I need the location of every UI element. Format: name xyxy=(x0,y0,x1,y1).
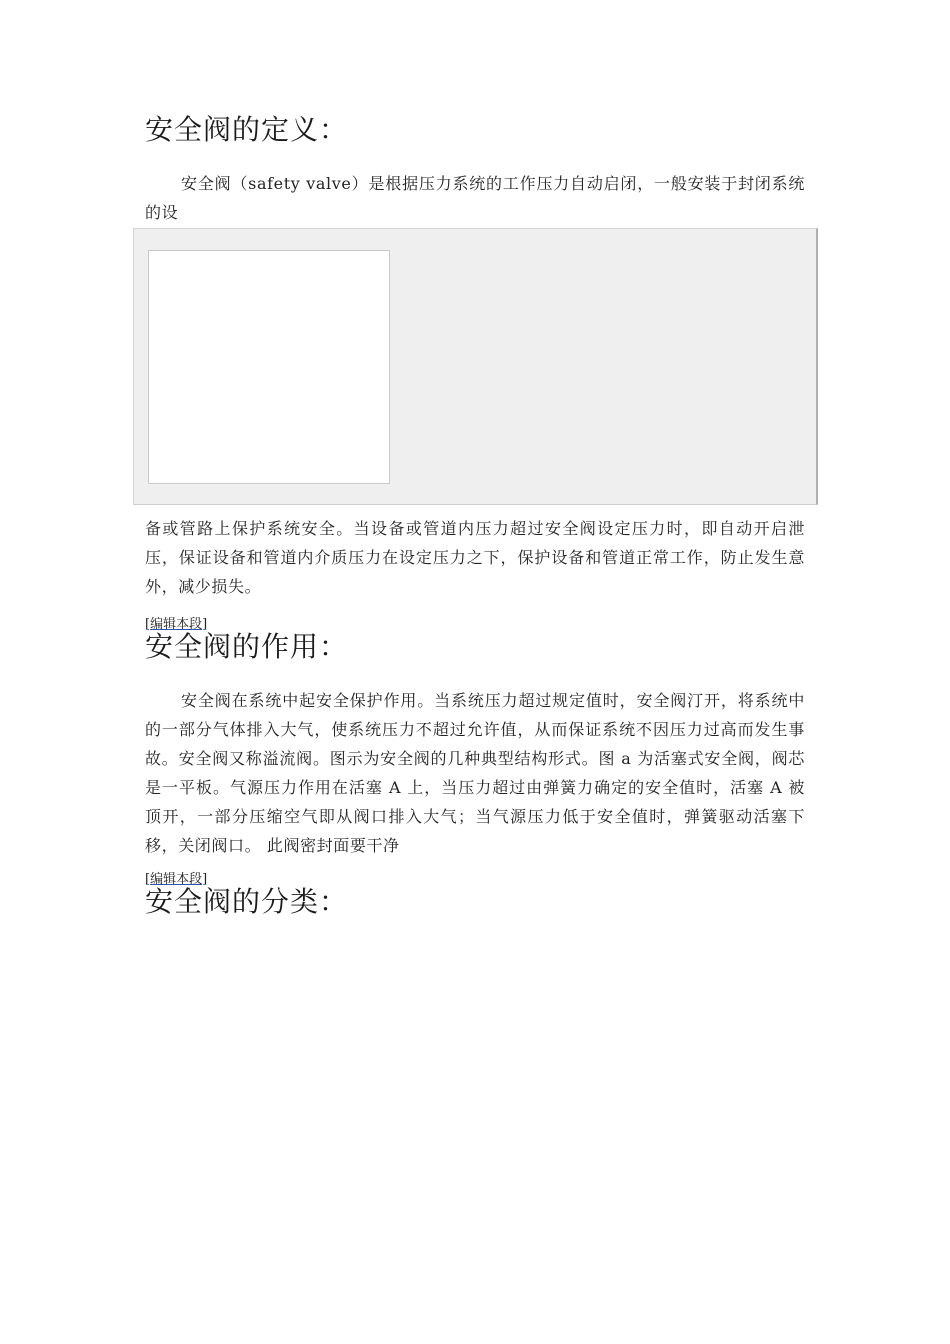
section-title-classification: 安全阀的分类： xyxy=(145,885,349,918)
edit-section-anchor-1[interactable]: 编辑本段 xyxy=(150,617,203,632)
edit-link-close-bracket: ] xyxy=(202,872,208,887)
section-title-definition: 安全阀的定义： xyxy=(145,113,349,146)
edit-link-open-bracket: [ xyxy=(145,872,151,887)
edit-link-open-bracket: [ xyxy=(145,617,151,632)
function-paragraph: 安全阀在系统中起安全保护作用。当系统压力超过规定值时，安全阀汀开，将系统中的一部分气体排入大气，使系统压力不超过允许值，从而保证系统不因压力过高而发生事故。安全阀又称溢流阀。图示为安全阀的几种典型结构形式。图 a 为活塞式安全阀，阀芯是一平板。气源压力作用在活塞 A 上，当压力超过由弹簧力确定的安全值时，活塞 A 被顶开，一部分压缩空气即从阀口排入大气；当气源压力低于安全值时，弹簧驱动活塞下移，关闭阀口。 此阀密封面要干净 xyxy=(145,691,805,855)
section-title-function: 安全阀的作用： xyxy=(145,630,349,663)
definition-paragraph-part1: 安全阀（safety valve）是根据压力系统的工作压力自动启闭，一般安装于封闭系统的设 xyxy=(145,174,805,222)
image-placeholder xyxy=(148,250,390,484)
edit-section-anchor-2[interactable]: 编辑本段 xyxy=(150,872,203,887)
definition-paragraph-part2: 备或管路上保护系统安全。当设备或管道内压力超过安全阀设定压力时，即自动开启泄压，保证设备和管道内介质压力在设定压力之下，保护设备和管道正常工作，防止发生意外，减少损失。 xyxy=(145,519,805,596)
edit-link-close-bracket: ] xyxy=(202,617,208,632)
image-panel xyxy=(133,228,818,505)
